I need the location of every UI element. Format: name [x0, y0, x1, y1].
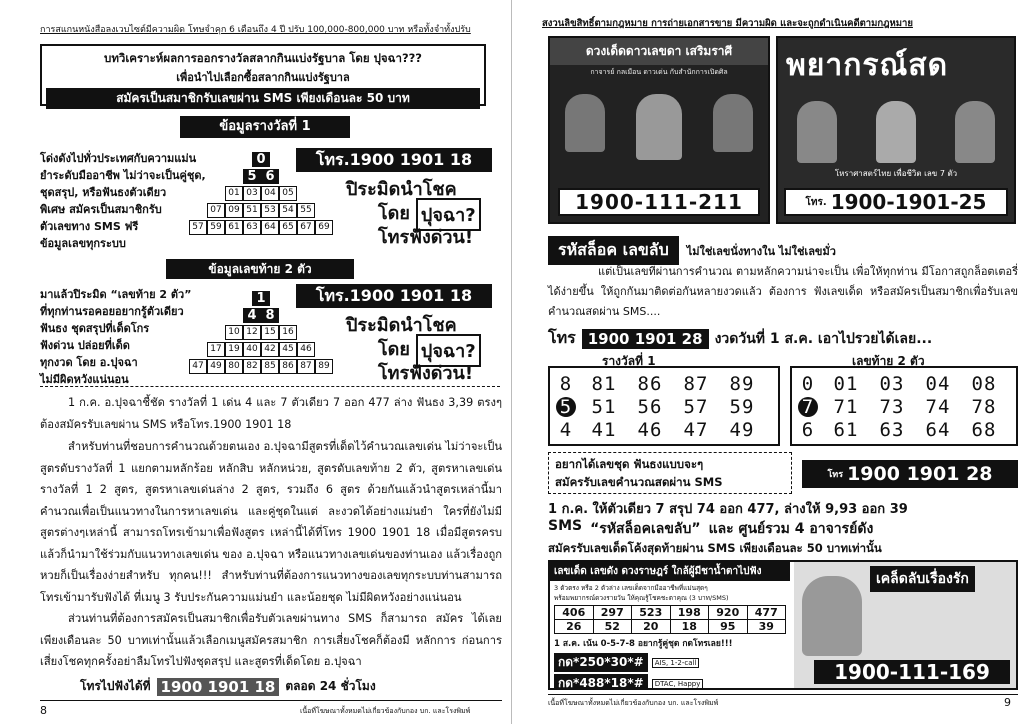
lead-digit: 5	[556, 397, 576, 417]
portrait-photos	[778, 101, 1014, 163]
divider	[40, 386, 500, 387]
prize-number: 63	[879, 418, 905, 441]
grid-number: 39	[747, 620, 786, 634]
grid-number: 20	[632, 620, 671, 634]
grid-number: 52	[593, 620, 632, 634]
lead-digit: 6	[801, 418, 815, 441]
pyramid-cell: 63	[243, 220, 261, 235]
paragraph: ส่วนท่านที่ต้องการสมัครเป็นสมาชิกเพื่อรับตัวเลขผ่านทาง SMS ก็สามารถ สมัคร ได้เลย เพียงเดือนละ 50 บาทเท่านั้นแล้วเลือกเมนูสมัครสมาชิก การเสี่ยงโชคก็ต้องมี หลักการ ก่อนการเสี่ยงโชคทุกครั้งอย่าลืมโทรไปฟังชุดสรุป และสูตรที่เด็ดโดย อ.ปุจฉา	[40, 612, 502, 668]
pyramid-cell: 82	[243, 359, 261, 374]
number-grid	[554, 605, 786, 634]
prize-number: 81	[591, 372, 617, 395]
pyramid-cell: 09	[225, 203, 243, 218]
pyramid-cell: 04	[261, 186, 279, 201]
lead-digit: 7	[798, 397, 818, 417]
phone-number: โทร 1900 1901 28	[802, 460, 1018, 488]
prize-row	[798, 418, 1010, 441]
phone-number: 1900 1901 18	[157, 678, 280, 696]
prize-number: 64	[925, 418, 951, 441]
subscribe-box: อยากได้เลขชุด ฟันธงแบบจะๆ สมัครรับเลขคำนวณสดผ่าน SMS	[548, 452, 792, 494]
prize-number: 57	[683, 395, 709, 418]
paragraph: 1 ก.ค. อ.ปุจฉาชี้ชัด รางวัลที่ 1 เด่น 4 และ 7 ตัวเดียว 7 ออก 477 ล่าง ฟันธง 3,39 ตรงๆ ต้องสมัครรับเลขผ่าน SMS หรือโทร.1900 1901 18	[40, 396, 502, 431]
prize-row	[556, 372, 772, 395]
dial-code: กด*488*18*# DTAC, Happy	[554, 674, 786, 690]
pyramid-cell: 15	[261, 325, 279, 340]
lead-digit: 8	[559, 372, 573, 395]
pyramid-cell: 59	[207, 220, 225, 235]
last-two-title: เลขท้าย 2 ตัว	[852, 354, 925, 368]
grid-number: 297	[593, 606, 632, 620]
prize-number: 73	[879, 395, 905, 418]
promo-line-2: เพื่อนำไปเลือกซื้อสลากกินแบ่งรัฐบาล	[176, 71, 350, 84]
pyramid-cell: 12	[243, 325, 261, 340]
footer-note: เนื้อที่โฆษณาทั้งหมดไม่เกี่ยวข้องกับกอง บก. และโรงพิมพ์	[300, 707, 471, 715]
pyramid-cell: 8	[261, 308, 279, 323]
banner-ad: พยากรณ์สด โหราศาสตร์ไทย เพื่อชีวิต เลข 7 ตัว โทร. 1900-1901-25	[776, 36, 1016, 224]
page-header: สงวนลิขสิทธิ์ตามกฎหมาย การถ่ายเอกสารขาย มีความผิด และจะถูกดำเนินคดีตามกฎหมาย	[542, 18, 913, 29]
pyramid-cell: 42	[261, 342, 279, 357]
pyramid-cell: 85	[261, 359, 279, 374]
prize-number: 56	[637, 395, 663, 418]
pyramid-cell: 86	[279, 359, 297, 374]
pyramid-tagline: ปิระมิดนำโชค	[346, 179, 457, 200]
prize-number: 74	[925, 395, 951, 418]
pyramid-by: โดย ปุจฉา?	[378, 198, 481, 231]
prize-number: 01	[833, 372, 859, 395]
pyramid-cell: 61	[225, 220, 243, 235]
divider	[40, 700, 502, 701]
page-header: การสแกนหนังสือลงเวบไซต์มีความผิด โทษจำคุก 6 เดือนถึง 4 ปี ปรับ 100,000-800,000 บาท หรือทั้งจำทั้งปรับ	[40, 25, 471, 35]
right-page	[512, 0, 1024, 724]
last-two-table	[790, 366, 1018, 446]
lead-digit: 0	[801, 372, 815, 395]
prize-row	[798, 395, 1010, 418]
prize-row	[798, 372, 1010, 395]
pyramid-cell: 5	[243, 169, 261, 184]
promo-line-3: สมัครเป็นสมาชิกรับเลขผ่าน SMS เพียงเดือนละ 50 บาท	[46, 88, 480, 109]
pyramid-cell: 40	[243, 342, 261, 357]
promo-line-1: บทวิเคราะห์ผลการออกรางวัลสลากกินแบ่งรัฐบาล โดย ปุจฉา???	[104, 51, 422, 65]
call-now-text: โทรฟังด่วน!	[378, 227, 474, 248]
lead-digit: 4	[559, 418, 573, 441]
first-prize-title: รางวัลที่ 1	[602, 354, 656, 368]
grid-number: 477	[747, 606, 786, 620]
phone-number: 1900-111-169	[814, 660, 1010, 684]
pyramid-cell: 55	[297, 203, 315, 218]
result-line: 1 ก.ค. ให้ตัวเดียว 7 สรุป 74 ออก 477, ล่างให้ 9,93 ออก 39	[548, 502, 908, 517]
prize-number: 59	[729, 395, 755, 418]
prize-number: 03	[879, 372, 905, 395]
pyramid-cell: 07	[207, 203, 225, 218]
banner-ad: ดวงเด็ดดาวเลขดา เสริมราศี กาจารย์ กลเมือน ดาวเด่น กับสำนักการเปิดศิล 1900-111-211	[548, 36, 770, 224]
phone-number: 1900 1901 28	[582, 329, 709, 349]
prize-number: 04	[925, 372, 951, 395]
prize-number: 47	[683, 418, 709, 441]
dial-code: กด*250*30*# AIS, 1-2-call	[554, 653, 786, 672]
prize-number: 87	[683, 372, 709, 395]
pyramid-cell: 53	[261, 203, 279, 218]
pyramid-cell: 49	[207, 359, 225, 374]
pyramid-cell: 0	[252, 152, 270, 167]
footer-note: เนื้อที่โฆษณาทั้งหมดไม่เกี่ยวข้องกับกอง บก. และโรงพิมพ์	[548, 699, 719, 707]
closing-line: โทรไปฟังได้ที่ 1900 1901 18 ตลอด 24 ชั่วโมง	[80, 677, 376, 696]
prize-number: 41	[591, 418, 617, 441]
pyramid-cell: 47	[189, 359, 207, 374]
bottom-ad: เลขเด็ด เลขดัง ดวงราษฎร์ ใกล้ผู้มีชาน้ำตาไปฟัง 3 ตัวตรง หรือ 2 ตัวล่าง เลขเด็ดจากมืออาชีพที่แม่นสุดๆ พร้อมพยากรณ์ดวงรายวัน ให้คุณรู้โชคชะตาคุณ (3 บาท/SMS) 406 297 523 198 920 477 26 52 20 18 95 39 1 ส.ค. เน้น 0-5-7-8 อยากรู้คู่ชุด กดโทรเลย!!! กด*250*30*# AIS, 1-2-call กด*488*18*# DTAC, Happy เคล็ดลับเรื่องรัก 1900-111-169	[548, 560, 1018, 690]
prize-row	[556, 418, 772, 441]
draw-date-line: โทร 1900 1901 28 งวดวันที่ 1 ส.ค. เอาไปรวยได้เลย...	[548, 328, 933, 348]
pyramid-cell: 57	[189, 220, 207, 235]
pyramid-cell: 65	[279, 220, 297, 235]
section-title: ข้อมูลรางวัลที่ 1	[180, 116, 350, 138]
pyramid-cell: 1	[252, 291, 270, 306]
sms-line: SMS “รหัสล็อคเลขลับ” และ ศูนย์รวม 4 อาจารย์ดัง	[548, 518, 874, 537]
prize-number: 78	[971, 395, 997, 418]
grid-number: 406	[555, 606, 594, 620]
grid-number: 26	[555, 620, 594, 634]
pyramid-cell: 6	[261, 169, 279, 184]
grid-number: 18	[670, 620, 709, 634]
pyramid-cell: 87	[297, 359, 315, 374]
grid-number: 198	[670, 606, 709, 620]
page-number: 9	[1004, 696, 1011, 709]
pyramid-cell: 51	[243, 203, 261, 218]
prize-number: 86	[637, 372, 663, 395]
love-ad: เคล็ดลับเรื่องรัก 1900-111-169	[794, 562, 1016, 688]
call-now-text: โทรฟังด่วน!	[378, 363, 474, 384]
pyramid-cell: 69	[315, 220, 333, 235]
pyramid-by: โดย ปุจฉา?	[378, 334, 481, 367]
pyramid-cell: 17	[207, 342, 225, 357]
secret-heading: รหัสล็อค เลขลับ ไม่ใช่เลขนั่งทางใน ไม่ใช่เลขมั่ว	[548, 236, 836, 265]
pyramid-cell: 16	[279, 325, 297, 340]
prize-number: 68	[971, 418, 997, 441]
page-number: 8	[40, 704, 47, 717]
phone-number: 1900-111-211	[558, 188, 760, 216]
pyramid-cell: 10	[225, 325, 243, 340]
prize-row	[556, 395, 772, 418]
first-prize-table	[548, 366, 780, 446]
pyramid-cell: 4	[243, 308, 261, 323]
phone-number: โทร.1900 1901 18	[296, 148, 492, 172]
pyramid-cell: 03	[243, 186, 261, 201]
member-line: สมัครรับเลขเด็ดโค้งสุดท้ายผ่าน SMS เพียงเดือนละ 50 บาทเท่านั้น	[548, 541, 882, 555]
portrait-photo	[802, 576, 862, 656]
pyramid-cell: 64	[261, 220, 279, 235]
portrait-photos	[550, 94, 768, 160]
prize-number: 61	[833, 418, 859, 441]
phone-number: โทร. 1900-1901-25	[784, 188, 1008, 216]
prize-number: 71	[833, 395, 859, 418]
paragraph: แต่เป็นเลขที่ผ่านการคำนวณ ตามหลักความน่าจะเป็น เพื่อให้ทุกท่าน มีโอกาสถูกล็อตเตอรี่ได้ง่ายขึ้น ให้ถูกกันมาติดต่อกันหลายงวดแล้ว ต้องการ ฟังเลขเด็ด หรือสมัครเป็นสมาชิกเพื่อรับเลขคำนวณสดผ่าน SMS....	[548, 265, 1018, 318]
section-desc: มาแล้วปิระมิด “เลขท้าย 2 ตัว” ที่ทุกท่านรอคอยอยากรู้ตัวเดียว ฟันธง ชุดสรุปที่เด็ดโกร ฟังด่วน ปล่อยที่เด็ด ทุกงวด โดย อ.ปุจฉา ไม่มีผิดหวังแน่นอน	[40, 288, 192, 386]
pyramid-cell: 46	[297, 342, 315, 357]
pyramid-cell: 01	[225, 186, 243, 201]
pyramid-cell: 89	[315, 359, 333, 374]
prize-number: 51	[591, 395, 617, 418]
grid-number: 523	[632, 606, 671, 620]
pyramid-cell: 05	[279, 186, 297, 201]
section-desc: โด่งดังไปทั่วประเทศกับความแม่น ยำระดับมืออาชีพ ไม่ว่าจะเป็นคู่ชุด, ชุดสรุป, หรือฟันธงตัวเดียว พิเศษ สมัครเป็นสมาชิกรับ ตัวเลขทาง SMS ฟรี ข้อมูลเลขทุกระบบ	[40, 152, 206, 250]
phone-number: โทร.1900 1901 18	[296, 284, 492, 308]
divider	[548, 694, 1018, 695]
pyramid-cell: 54	[279, 203, 297, 218]
prize-number: 08	[971, 372, 997, 395]
pyramid-tagline: ปิระมิดนำโชค	[346, 315, 457, 336]
pyramid-cell: 19	[225, 342, 243, 357]
prize-number: 46	[637, 418, 663, 441]
paragraph: สำหรับท่านที่ชอบการคำนวณด้วยตนเอง อ.ปุจฉามีสูตรที่เด็ดไว้คำนวณเลขเด่น ไม่ว่าจะเป็นสูตรดับรางวัลที่ 1 แยกตามหลักร้อย หลักสิบ หลักหน่วย, สูตรดับเลขท้าย 2 ตัว, สูตรหาเลขเด่นรางวัลที่ 1 2 สูตร, สูตรหาเลขเด่นล่าง 2 สูตร, รวมถึง 6 สูตร ด้วยกันแล้วนำสูตรเหล่านี้มาคำนวณเพื่อเป็นแนวทางในการหาเลขเด่น และคู่ชุดในแต่ ละงวดได้อย่างแม่นยำ ใครที่ยังไม่มีสูตรต่างๆเหล่านี้ สามารถโทรเข้ามาเพื่อฟังสูตร เหล่านี้ได้ที่โทร 1900 1901 18 เมื่อมีสูตรครบแล้วก็นำมาใช้ร่วมกับแนวทางเลขเด่น ของ อ.ปุจฉา หรือแนวทางเลขเด่นของท่านเอง แล้วเรื่องถูกหวยก็เป็นเรื่องง่ายสำหรับ ทุกคน!!! สำหรับท่านที่ต้องการแนวทางของเลขทุกระบบท่านสามารถโทรเข้ามารับฟังได้ ที่เมนู 3 รับประกันความแม่นยำ และน้อยชุด ไม่มีผิดหวังอย่างแน่นอน	[40, 440, 502, 604]
prize-number: 89	[729, 372, 755, 395]
pyramid-cell: 45	[279, 342, 297, 357]
pyramid-cell: 80	[225, 359, 243, 374]
grid-number: 95	[709, 620, 748, 634]
promo-box	[40, 44, 486, 106]
grid-number: 920	[709, 606, 748, 620]
prize-number: 49	[729, 418, 755, 441]
section-title: ข้อมูลเลขท้าย 2 ตัว	[166, 259, 354, 279]
pyramid-cell: 67	[297, 220, 315, 235]
